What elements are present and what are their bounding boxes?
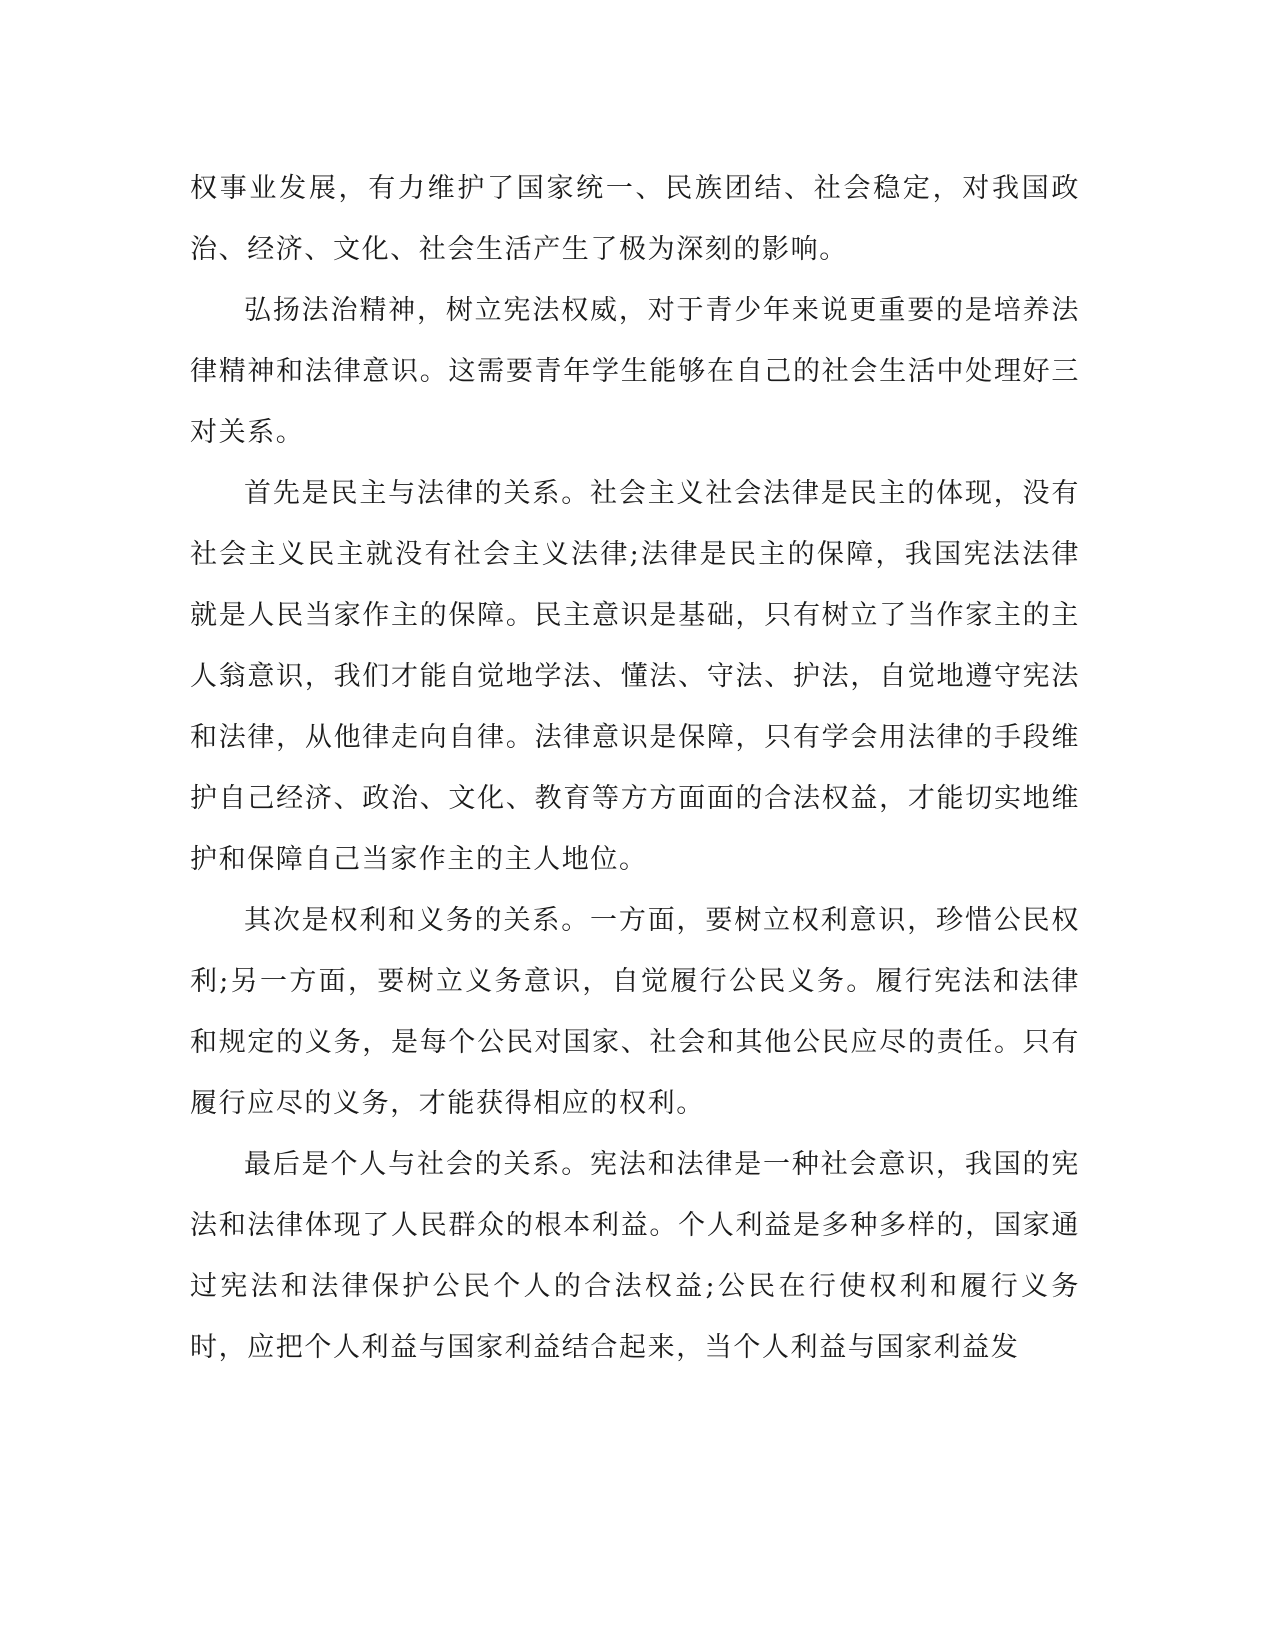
paragraph-continuation: 权事业发展，有力维护了国家统一、民族团结、社会稳定，对我国政治、经济、文化、社会生活产生了极为深刻的影响。 xyxy=(190,173,1080,265)
paragraph-individual-and-society: 最后是个人与社会的关系。宪法和法律是一种社会意识，我国的宪法和法律体现了人民群众的根本利益。个人利益是多种多样的，国家通过宪法和法律保护公民个人的合法权益;公民在行使权利和履行义务时，应把个人利益与国家利益结合起来，当个人利益与国家利益发 xyxy=(190,1149,1080,1363)
paragraph-democracy-and-law: 首先是民主与法律的关系。社会主义社会法律是民主的体现，没有社会主义民主就没有社会主义法律;法律是民主的保障，我国宪法法律就是人民当家作主的保障。民主意识是基础，只有树立了当作家主的主人翁意识，我们才能自觉地学法、懂法、守法、护法，自觉地遵守宪法和法律，从他律走向自律。法律意识是保障，只有学会用法律的手段维护自己经济、政治、文化、教育等方方面面的合法权益，才能切实地维护和保障自己当家作主的主人地位。 xyxy=(190,478,1080,875)
document-body xyxy=(190,158,1080,1378)
paragraph-rights-and-duties: 其次是权利和义务的关系。一方面，要树立权利意识，珍惜公民权利;另一方面，要树立义务意识，自觉履行公民义务。履行宪法和法律和规定的义务，是每个公民对国家、社会和其他公民应尽的责任。只有履行应尽的义务，才能获得相应的权利。 xyxy=(190,905,1080,1119)
paragraph-rule-of-law-spirit: 弘扬法治精神，树立宪法权威，对于青少年来说更重要的是培养法律精神和法律意识。这需要青年学生能够在自己的社会生活中处理好三对关系。 xyxy=(190,295,1080,448)
